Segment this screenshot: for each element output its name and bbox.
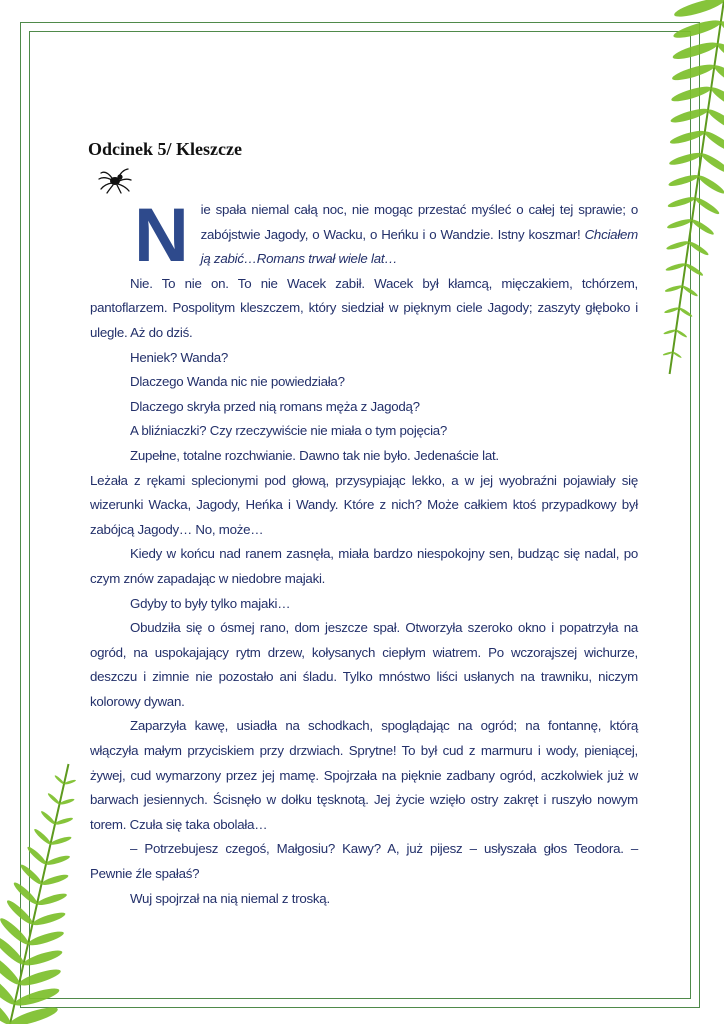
drop-cap: N	[134, 193, 189, 278]
page-title: Odcinek 5/ Kleszcze	[88, 139, 242, 159]
paragraph: Leżała z rękami splecionymi pod głową, przysypiając lekko, a w jej wyobraźni pojawiały się wizerunki Wacka, Jagody, Heńka i Wandy. Które z nich? Może całkiem ktoś przypadkowy był zabójcą Jagody… No, może…	[90, 472, 638, 537]
paragraph: Dlaczego skryła przed nią romans męża z Jagodą?	[130, 398, 420, 414]
paragraph: Gdyby to były tylko majaki…	[130, 595, 291, 611]
paragraph: Wuj spojrzał na nią niemal z troską.	[130, 890, 330, 906]
paragraph-list	[90, 272, 638, 911]
paragraph: Obudziła się o ósmej rano, dom jeszcze spał. Otworzyła szeroko okno i popatrzyła na ogród, na uspokajający rytm drzew, kołysanych ciepłym wiatrem. Po wczorajszej wichurze, deszczu i zimnie nie pozostało ani śladu. Tylko mnóstwo liści usłanych na trawniku, niczym kolorowy dywan.	[90, 620, 638, 709]
story-text	[90, 188, 638, 911]
paragraph: Zaparzyła kawę, usiadła na schodkach, spoglądając na ogród; na fontannę, którą włączyła małym przyciskiem przy drzwiach. Sprytne! To był cud z marmuru i wody, pieniącej, żywej, cud wymarzony przez jej mamę. Spojrzała na pięknie zadbany ogród, aczkolwiek już w barwach jesiennych. Ścisnęło w dołku tęsknotą. Jej życie wzięło ostry zakręt i ruszyło nowym torem. Czuła się taka obolała…	[90, 718, 638, 832]
paragraph: Dlaczego Wanda nic nie powiedziała?	[130, 374, 345, 390]
paragraph: Kiedy w końcu nad ranem zasnęła, miała bardzo niespokojny sen, budząc się nadal, po czym znów zapadając w niedobre majaki.	[90, 546, 638, 586]
paragraph: – Potrzebujesz czegoś, Małgosiu? Kawy? A, już pijesz – usłyszała głos Teodora. – Pewnie źle spałaś?	[90, 841, 638, 882]
intro-italic: Chciałem ją zabić…Romans trwał wiele lat…	[200, 226, 638, 267]
paragraph: A bliźniaczki? Czy rzeczywiście nie miała o tym pojęcia?	[130, 423, 448, 439]
paragraph: Zupełne, totalne rozchwianie. Dawno tak nie było. Jedenaście lat.	[130, 447, 499, 463]
paragraph: Heniek? Wanda?	[130, 349, 229, 365]
paragraph: Nie. To nie on. To nie Wacek zabił. Wacek był kłamcą, mięczakiem, tchórzem, pantoflarzem. Pospolitym kleszczem, który siedział w pięknym ciele Jagody; zaszyty głęboko i ulegle. Aż do dziś.	[90, 275, 638, 340]
intro-text: ie spała niemal całą noc, nie mogąc przestać myśleć o całej tej sprawie; o zabójstwie Jagody, o Wacku, o Heńku i o Wandzie. Istny koszmar!	[200, 202, 638, 242]
